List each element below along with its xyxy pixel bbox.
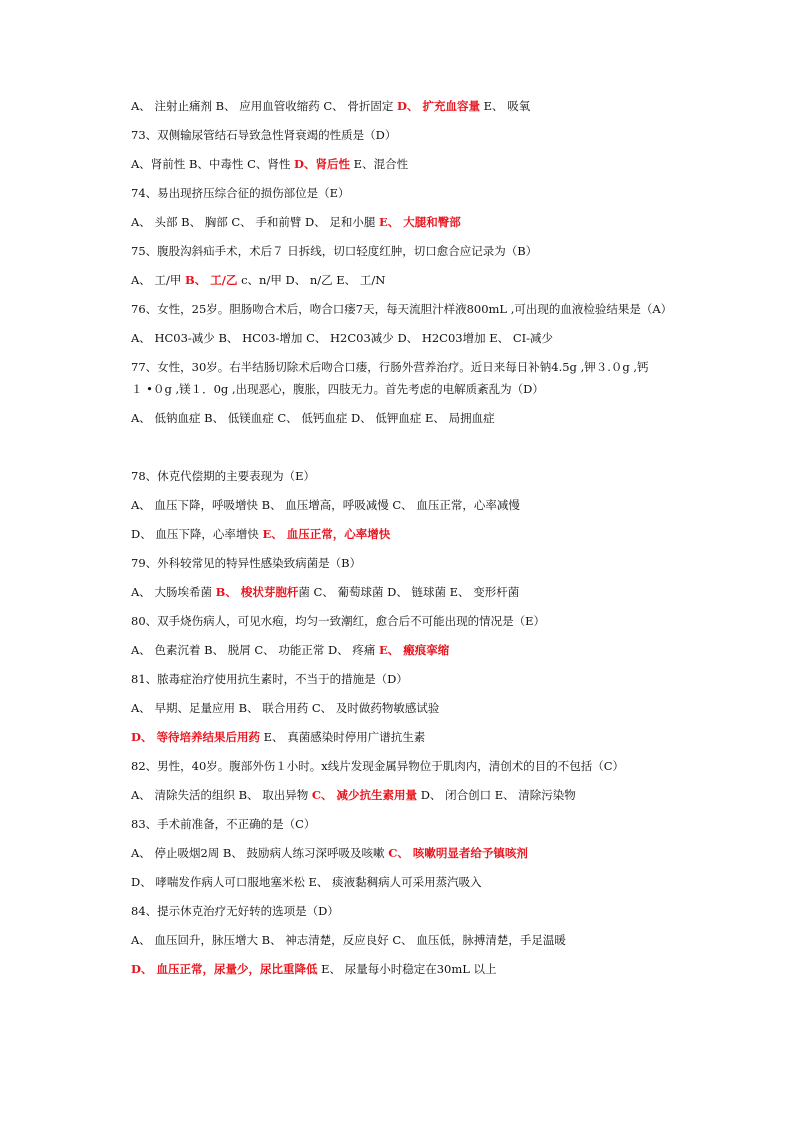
text-line [131, 729, 740, 745]
highlighted-answer: B、 梭状芽胞杆 [215, 585, 299, 599]
text-segment: 75、腹股沟斜疝手术，术后７ 日拆线，切口轻度红肿，切口愈合应记录为（B） [131, 244, 538, 258]
text-segment: 81、脓毒症治疗使用抗生素时，不当于的措施是（D） [131, 672, 408, 686]
text-segment: D、 闭合创口 E、 清除污染物 [417, 788, 576, 802]
text-line [131, 301, 740, 317]
text-segment: 73、双侧输尿管结石导致急性肾衰竭的性质是（D） [131, 128, 397, 142]
text-line [131, 359, 740, 375]
text-segment: A、 注射止痛剂 B、 应用血管收缩药 C、 骨折固定 [131, 99, 397, 113]
text-segment: A、 大肠埃希菌 [131, 585, 216, 599]
text-segment: A、 头部 B、 胸部 C、 手和前臂 D、 足和小腿 [131, 215, 380, 229]
text-segment: １ •０g ,镁１．0g ,出现恶心，腹胀，四肢无力。首先考虑的电解质紊乱为（D） [131, 382, 544, 396]
text-segment: A、 低钠血症 B、 低镁血症 C、 低钙血症 D、 低钾血症 E、 局拥血症 [131, 411, 495, 425]
text-line [131, 127, 740, 143]
highlighted-answer: E、 大腿和臀部 [379, 215, 461, 229]
text-line [131, 185, 740, 201]
text-line [131, 584, 740, 600]
text-line [131, 816, 740, 832]
text-segment: A、 工/甲 [131, 273, 185, 287]
text-line [131, 613, 740, 629]
text-segment: 84、提示休克治疗无好转的选项是（D） [131, 904, 339, 918]
highlighted-answer: C、 咳嗽明显者给予镇咳剂 [388, 846, 528, 860]
highlighted-answer: D、 血压正常，尿量少，尿比重降低 [131, 962, 318, 976]
text-line [131, 758, 740, 774]
highlighted-answer: D、肾后性 [294, 157, 351, 171]
text-segment: E、 尿量每小时稳定在30mL 以上 [317, 962, 497, 976]
text-line [131, 497, 740, 513]
highlighted-answer: B、 工/乙 [185, 273, 238, 287]
text-segment: 菌 C、 葡萄球菌 D、 链球菌 E、 变形杆菌 [298, 585, 520, 599]
text-segment: 78、休克代偿期的主要表现为（E） [131, 469, 316, 483]
text-segment: 82、男性，40岁。腹部外伤１小时。x线片发现金属异物位于肌肉内，清创术的目的不包括（C） [131, 759, 625, 773]
text-segment: E、 吸氧 [479, 99, 531, 113]
text-segment: A、 HC03-减少 B、 HC03-增加 C、 H2C03减少 D、 H2C03增加 E、 CI-减少 [131, 331, 554, 345]
text-line [131, 410, 740, 426]
text-line [131, 932, 740, 948]
text-line [131, 381, 740, 397]
text-segment: 74、易出现挤压综合征的损伤部位是（E） [131, 186, 350, 200]
highlighted-answer: D、 等待培养结果后用药 [131, 730, 260, 744]
text-segment: A、 停止吸烟2周 B、 鼓励病人练习深呼吸及咳嗽 [131, 846, 389, 860]
text-line [131, 700, 740, 716]
highlighted-answer: E、 瘢痕挛缩 [379, 643, 450, 657]
text-segment: A、 早期、足量应用 B、 联合用药 C、 及时做药物敏感试验 [131, 701, 440, 715]
text-segment: 80、双手烧伤病人，可见水疱，均匀一致潮红，愈合后不可能出现的情况是（E） [131, 614, 546, 628]
highlighted-answer: C、 减少抗生素用量 [311, 788, 418, 802]
text-segment: A、 血压下降，呼吸增快 B、 血压增高，呼吸减慢 C、 血压正常，心率减慢 [131, 498, 520, 512]
text-line [131, 243, 740, 259]
text-segment: E、混合性 [350, 157, 409, 171]
highlighted-answer: E、 血压正常，心率增快 [262, 527, 391, 541]
text-segment: 83、手术前准备，不正确的是（C） [131, 817, 316, 831]
text-line [131, 156, 740, 172]
text-line [131, 903, 740, 919]
text-line [131, 671, 740, 687]
text-line [131, 642, 740, 658]
text-line [131, 526, 740, 542]
text-segment: D、 血压下降，心率增快 [131, 527, 263, 541]
text-segment: A、 清除失活的组织 B、 取出异物 [131, 788, 312, 802]
text-line [131, 874, 740, 890]
text-segment: D、 哮喘发作病人可口服地塞米松 E、 痰液黏稠病人可采用蒸汽吸入 [131, 875, 482, 889]
text-segment: A、 色素沉着 B、 脱屑 C、 功能正常 D、 疼痛 [131, 643, 380, 657]
text-segment: 76、女性，25岁。胆肠吻合术后，吻合口瘘7天，每天流胆汁样液800mL ,可出现的血液检验结果是（A） [131, 302, 673, 316]
text-line [131, 961, 740, 977]
text-line [131, 214, 740, 230]
text-line [131, 555, 740, 571]
text-line [131, 272, 740, 288]
text-line [131, 98, 740, 114]
highlighted-answer: D、 扩充血容量 [397, 99, 480, 113]
text-segment: E、 真菌感染时停用广谱抗生素 [259, 730, 426, 744]
text-line [131, 330, 740, 346]
text-line [131, 468, 740, 484]
text-line [131, 787, 740, 803]
text-line [131, 845, 740, 861]
text-segment: A、肾前性 B、中毒性 C、肾性 [131, 157, 295, 171]
text-segment: c、n/甲 D、 n/乙 E、 工/N [237, 273, 386, 287]
text-segment: 79、外科较常见的特异性感染致病菌是（B） [131, 556, 362, 570]
text-segment: A、 血压回升，脉压增大 B、 神志清楚，反应良好 C、 血压低，脉搏清楚，手足温暖 [131, 933, 566, 947]
text-segment: 77、女性，30岁。右半结肠切除术后吻合口瘘，行肠外营养治疗。近日来每日补钠4.5g ,钾３.０g ,钙 [131, 360, 649, 374]
